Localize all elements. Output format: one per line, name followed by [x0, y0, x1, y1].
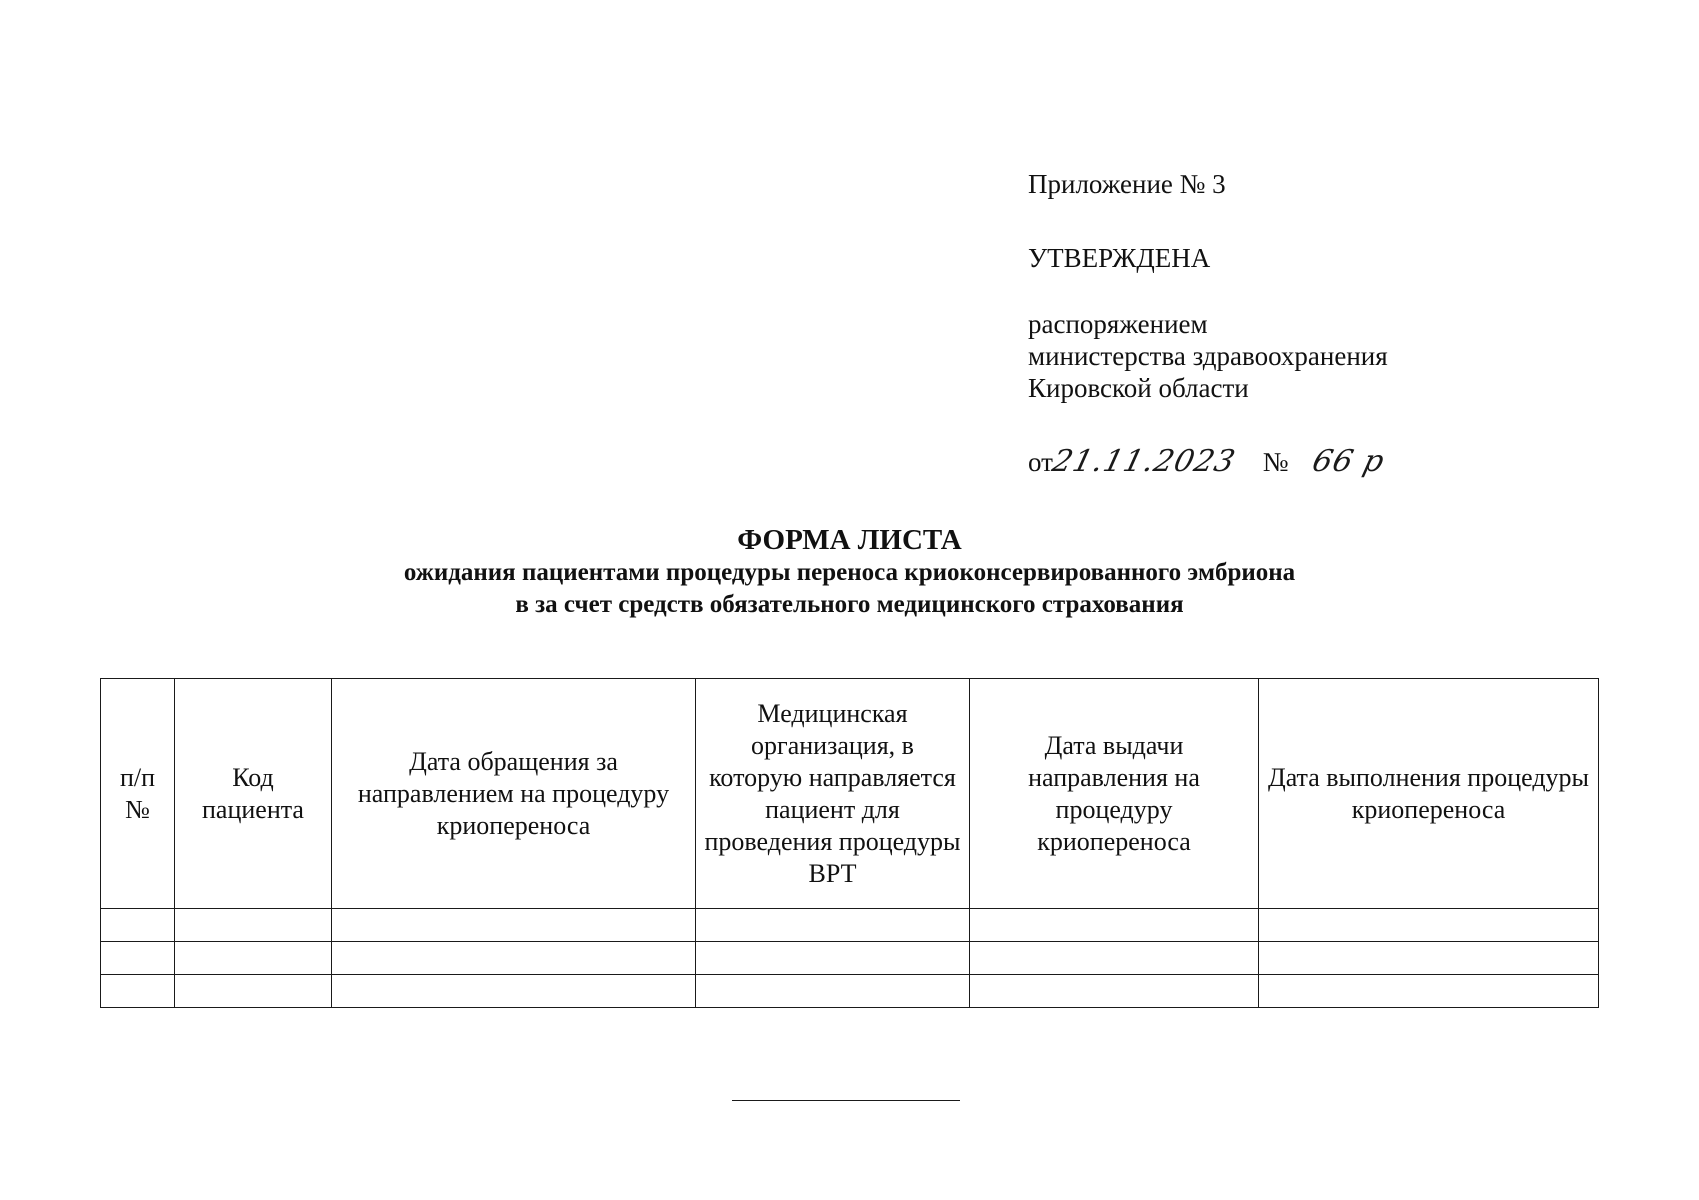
table-row — [101, 942, 1599, 975]
table-header-row — [101, 679, 1599, 909]
table-row — [101, 975, 1599, 1008]
handwritten-order-number: 66 р — [1308, 444, 1388, 479]
column-header-patient-code: Код пациента — [175, 679, 332, 909]
table-cell — [101, 909, 175, 942]
column-header-procedure-date: Дата выполнения процедуры криопереноса — [1259, 679, 1599, 909]
column-header-request-date: Дата обращения за направлением на процедуру криопереноса — [332, 679, 696, 909]
table-cell — [332, 909, 696, 942]
table-cell — [175, 909, 332, 942]
handwritten-date: 21.11.2023 — [1048, 444, 1240, 479]
waiting-list-table — [100, 678, 1598, 1008]
approved-by-line: министерства здравоохранения — [1028, 341, 1388, 371]
table-row — [101, 909, 1599, 942]
table-cell — [1259, 942, 1599, 975]
table-cell — [696, 975, 970, 1008]
from-label: от — [1028, 447, 1053, 477]
table-cell — [970, 942, 1259, 975]
table-cell — [970, 909, 1259, 942]
table-cell — [696, 942, 970, 975]
column-header-number: п/п № — [101, 679, 175, 909]
number-label: № — [1262, 447, 1289, 477]
table-cell — [175, 975, 332, 1008]
approved-by-line: Кировской области — [1028, 373, 1249, 403]
form-subtitle-line1: ожидания пациентами процедуры переноса криоконсервированного эмбриона — [403, 559, 1296, 586]
approved-label: УТВЕРЖДЕНА — [1028, 243, 1211, 273]
approval-stamp-block — [1028, 168, 1588, 478]
table-cell — [332, 942, 696, 975]
table-cell — [332, 975, 696, 1008]
table-cell — [101, 975, 175, 1008]
appendix-number: Приложение № 3 — [1028, 169, 1226, 199]
table-cell — [175, 942, 332, 975]
column-header-referral-issue-date: Дата выдачи направления на процедуру криопереноса — [970, 679, 1259, 909]
footer-divider — [732, 1100, 960, 1101]
approved-by — [1028, 308, 1588, 404]
order-date-number — [1028, 446, 1588, 478]
form-title-block — [0, 523, 1699, 621]
table-cell — [101, 942, 175, 975]
approved-by-line: распоряжением — [1028, 309, 1208, 339]
form-title: ФОРМА ЛИСТА — [737, 524, 962, 556]
table-cell — [1259, 975, 1599, 1008]
table-cell — [970, 975, 1259, 1008]
table-cell — [696, 909, 970, 942]
form-subtitle-line2: в за счет средств обязательного медицинского страхования — [515, 591, 1184, 618]
column-header-medical-organization: Медицинская организация, в которую направляется пациент для проведения процедуры ВРТ — [696, 679, 970, 909]
table-cell — [1259, 909, 1599, 942]
